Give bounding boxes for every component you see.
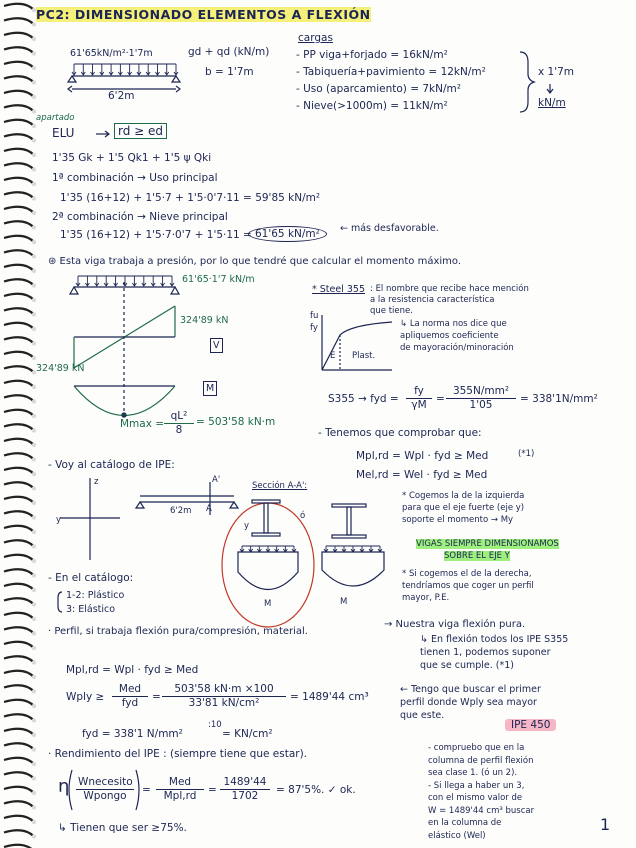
ipe-note1-line: para que el eje fuerte (eje y) [402,503,525,513]
perfil-line: · Perfil, si trabaja flexión pura/compresión, material. [48,626,308,637]
wpl-result: = 1489'44 cm³ [290,691,369,703]
rend-right-line: W = 1489'44 cm³ buscar [428,805,535,816]
load-arrow [81,64,85,75]
load-arrow [76,276,80,286]
load-arrow [118,64,122,75]
load-arrow [161,276,165,286]
ipe-catalogo: - Voy al catálogo de IPE: [48,459,175,471]
cargas-factor: x 1'7m [538,66,575,78]
fyd-den: γM [411,399,427,411]
steel-fu: fu [310,311,319,321]
fyd-line: fyd = 338'1 N/mm² [82,728,183,740]
div10: :10 [208,720,222,730]
ipe-note2-line: tendríamos que coger un perfil [402,581,534,591]
load-arrow [324,546,328,552]
mel-formula: Mel,rd = Wel · fyd ≥ Med [356,469,488,481]
rend-right-line: en la columna de [428,818,502,828]
carga-item: - Uso (aparcamiento) = 7kN/m² [296,83,461,95]
comb2-note: ← más desfavorable. [340,223,439,234]
moment-label: M [203,381,217,396]
load-arrow [104,276,108,286]
load-arrow [151,276,155,286]
nuestra-sub-line: ↳ En flexión todos los IPE S355 [420,634,569,645]
rend-frac-1 [76,776,134,803]
wpl-fraction-2 [162,683,286,710]
cargas-unit: kN/m [538,97,566,109]
notebook-page: PC2: DIMENSIONADO ELEMENTOS A FLEXIÓN 61'65kN/m²·1'7m gd + qd (kN/m) b = 1'7m 6'2m cargas - PP viga+forjado = 16kN/m² - Tabiquería+pavimiento = 12kN/m² - Uso (aparcamiento) = 7kN/m² - Nieve(>1000m) = 11kN/m² x 1'7m kN/m apartado ELU rd ≥ ed 1'35 Gk + 1'5 Qk1 + 1'5 ψ Qki 1ª combinación → Uso principal 1'35 (16+12) + 1'5·7 + 1'5·0'7·11 = 59'85 kN/m² 2ª combinación → Nieve principal 1'35 (16+12) + 1'5·7·0'7 + 1'5·11 = 61'65 kN/m² ← más desfavorable. ⊛ Esta viga trabaja a presión, por lo que tendré que calcular el momento máximo. 61'65·1'7 kN/m 324'89 kN 324'89 kN V M Mmax = $\frac{\text{qL²}}{8}$ = 503'58 kN·m * Steel 355 : El nombre que recibe hace mención a la resistencia característica que tiene. fu fy E Plast. ↳ La norma nos dice que apliquemos coeficiente de mayoración/minoración S355 → fyd = $\frac{fy}{\gamma M}$ = $\frac{\text{355N/mm²}}{1'05}$ = 338'1N/mm² - Tenemos que comprobar que: Mpl,rd = Wpl · fyd ≥ Med (*1) Mel,rd = Wel · fyd ≥ Med - Voy al catálogo de IPE: z y 6'2m A A' Sección A-A': ó y M M * Cogemos la de la izquierda para que el eje fuerte (eje y) soporte el momento → My VIGAS SIEMPRE DIMENSIONAMOS SOBRE EL EJE Y * Si cogemos el de la derecha, tendríamos que coger un perfil mayor, P.E. - En el catálogo: 1-2: Plástico 3: Elástico · Perfil, si trabaja flexión pura/compresión, material. → Nuestra viga flexión pura. ↳ En flexión todos los IPE S355 tienen 1, podemos suponer que se cumple. (*1) Mpl,rd = Wpl · fyd ≥ Med Wply ≥ Med fyd = $\frac{503'58 kN\cdot m \times 100}{\text{33'81 kN/cm²}}$ = 1489'44 cm³ ← Tengo que buscar el primer perfil donde Wply sea mayor que este. IPE 450 fyd = 338'1 N/mm² :10 = KN/cm² · Rendimiento del IPE : (siempre tiene que estar). η Wnecesito Wpongo = Med Mpl,rd = $\frac{1489'44}{1702}$ = 87'5%. ✓ ok. ↳ Tienen que ser ≥75%. - compruebo que en la columna de perfil flexión sea clase 1. (ó un 2). - Si llega a haber un 3, con el mismo valor de W = 1489'44 cm³ buscar en la columna de elástico (Wel) 1 [0,0,636,848]
rend-note: ↳ Tienen que ser ≥75%. [58,822,187,834]
en-catalogo: - En el catálogo: [48,572,134,584]
nuestra-sub-line: que se cumple. (*1) [420,660,514,671]
mmax-label: Mmax = [120,418,165,430]
fyd-result: = 338'1N/mm² [520,393,598,405]
load-arrow [132,276,136,286]
ipe-span: 6'2m [170,506,192,516]
vigas-line: VIGAS SIEMPRE DIMENSIONAMOS [416,539,559,549]
load-arrow [342,546,346,552]
apartado-label: apartado [36,113,75,123]
steel-e: E [330,351,336,361]
fyd-num: fy [406,385,432,399]
ipe-note2-line: mayor, P.E. [402,593,450,603]
load-arrow [155,64,159,75]
moment-load: 61'65·1'7 kN/m [182,274,255,285]
load-arrow [85,276,89,286]
ipe-z: z [94,477,99,487]
load-arrow [109,64,113,75]
carga-item: - Nieve(>1000m) = 11kN/m² [296,100,448,112]
steel-plast: Plast. [352,351,376,361]
fyd-fraction [406,385,432,412]
load-arrow [123,276,127,286]
steel-label: * Steel 355 [312,284,366,295]
load-arrow [95,276,99,286]
load-arrow [142,276,146,286]
rend-right-line: con el mismo valor de [428,793,523,803]
steel-norma-line: de mayoración/minoración [400,343,514,353]
rend-frac-2 [156,776,204,803]
gd-formula: gd + qd (kN/m) [188,46,270,58]
b-value: b = 1'7m [205,66,254,78]
reaction-left: 324'89 kN [36,363,85,374]
ipe-note2-line: * Si cogemos el de la derecha, [402,569,532,579]
steel-fy: fy [310,323,318,333]
load-arrow [257,546,261,552]
nuestra-line: → Nuestra viga flexión pura. [384,619,526,630]
fyd-num-2: 355N/mm² [446,385,516,399]
rend-right-line: - Si llega a haber un 3, [428,780,525,791]
load-arrow [360,546,364,552]
rend-frac-3 [220,776,270,803]
wpl-den2: 33'81 kN/cm² [188,697,260,709]
mpl-formula: Mpl,rd = Wpl · fyd ≥ Med [356,450,489,462]
tengo-line: ← Tengo que buscar el primer [400,684,541,695]
catalog-item: 3: Elástico [66,604,116,615]
comb2-calc: 1'35 (16+12) + 1'5·7·0'7 + 1'5·11 = [60,229,252,241]
rend-title: · Rendimiento del IPE : (siempre tiene que estar). [48,748,308,760]
load-arrow [240,546,244,552]
load-arrow [283,546,287,552]
carga-item: - Tabiquería+pavimiento = 12kN/m² [296,66,486,78]
load-arrow [292,546,296,552]
comb1-title: 1ª combinación → Uso principal [52,172,218,184]
rend-right-line: sea clase 1. (ó un 2). [428,768,518,778]
wpl-fraction-1 [112,683,148,710]
tengo-line: que este. [400,710,445,721]
rend-right-line: - compruebo que en la [428,743,525,753]
cargas-heading: cargas [298,32,333,44]
page-number: 1 [600,815,611,834]
load-arrow [174,64,178,75]
rend-right-line: columna de perfil flexión [428,755,534,766]
rend-d1: Wpongo [83,790,127,802]
elu-label: ELU [52,126,75,140]
load-arrow [249,546,253,552]
ipe-a: A [206,504,212,514]
steel-norma-line: ↳ La norma nos dice que [400,319,507,329]
shear-label: V [210,338,223,353]
ipe-y: y [56,515,62,525]
steel-norma-line: apliquemos coeficiente [400,331,499,341]
load-arrow [170,276,174,286]
rend-eta: η [58,776,70,797]
rend-n3: 1489'44 [220,776,270,790]
load-arrow [72,64,76,75]
wpl-den1: fyd [121,697,139,709]
steel-desc-line: que tiene. [370,306,413,316]
page-title: PC2: DIMENSIONADO ELEMENTOS A FLEXIÓN [36,7,371,22]
beam-span: 6'2m [108,90,135,102]
load-arrow [100,64,104,75]
ipe-m1: M [264,599,272,609]
nuestra-sub-line: tienen 1, podemos suponer [420,647,551,658]
mmax-result: = 503'58 kN·m [196,416,276,428]
mpl-mark: (*1) [518,449,535,459]
ipe-a-prime: A' [212,475,221,485]
load-arrow [266,546,270,552]
wply-label: Wply ≥ [66,691,105,703]
comb1-calc: 1'35 (16+12) + 1'5·7 + 1'5·0'7·11 = 59'85 kN/m² [60,192,321,204]
carga-item: - PP viga+forjado = 16kN/m² [296,49,448,61]
steel-desc-line: : El nombre que recibe hace mención [370,284,529,294]
steel-desc-line: a la resistencia característica [370,295,495,305]
beam-load-label: 61'65kN/m²·1'7m [70,48,153,59]
ipe-section-y: y [244,521,250,531]
tengo-line: perfil donde Wply sea mayor [400,697,537,708]
s355-label: S355 → fyd = [328,393,399,405]
moment-intro: ⊛ Esta viga trabaja a presión, por lo que tendré que calcular el momento máximo. [48,256,462,267]
ipe-note1-line: * Cogemos la de la izquierda [402,491,525,501]
wpl-line1: Mpl,rd = Wpl · fyd ≥ Med [66,664,199,676]
o-label: ó [300,511,306,521]
comb2-result: 61'65 kN/m² [248,226,327,242]
wpl-num1: Med [112,683,148,697]
ipe450-badge: IPE 450 [505,719,556,731]
fyd-den-2: 1'05 [469,399,493,411]
fyd-kn: = KN/cm² [222,728,273,740]
load-arrow [91,64,95,75]
rend-d3: 1702 [231,790,259,802]
mmax-den: 8 [175,424,183,436]
load-arrow [333,546,337,552]
load-arrow [128,64,132,75]
reaction-right: 324'89 kN [180,315,229,326]
comprobar: - Tenemos que comprobar que: [318,427,482,439]
load-arrow [275,546,279,552]
fyd-fraction-2 [446,385,516,412]
mmax-fraction [164,410,194,437]
elu-formula: 1'35 Gk + 1'5 Qk1 + 1'5 ψ Qki [52,152,212,164]
rend-n2: Med [156,776,204,790]
elu-condition: rd ≥ ed [114,123,167,139]
catalog-item: 1-2: Plástico [66,590,125,601]
rend-result: = 87'5%. ✓ ok. [276,784,356,796]
seccion-label: Sección A-A': [252,481,308,491]
wpl-eq: = [152,691,161,703]
ipe-m2: M [340,597,348,607]
load-arrow [146,64,150,75]
load-arrow [378,546,382,552]
ipe-note1-line: soporte el momento → My [402,515,514,525]
load-arrow [369,546,373,552]
load-arrow [351,546,355,552]
load-arrow [137,64,141,75]
load-arrow [114,276,118,286]
rend-right-line: elástico (Wel) [428,830,486,841]
mmax-num: qL² [164,410,194,424]
rend-d2: Mpl,rd [163,790,197,802]
vigas-line: SOBRE EL EJE Y [444,551,510,561]
wpl-num2: 503'58 kN·m ×100 [162,683,286,697]
rend-n1: Wnecesito [78,776,133,788]
load-arrow [165,64,169,75]
comb2-title: 2ª combinación → Nieve principal [52,211,228,223]
